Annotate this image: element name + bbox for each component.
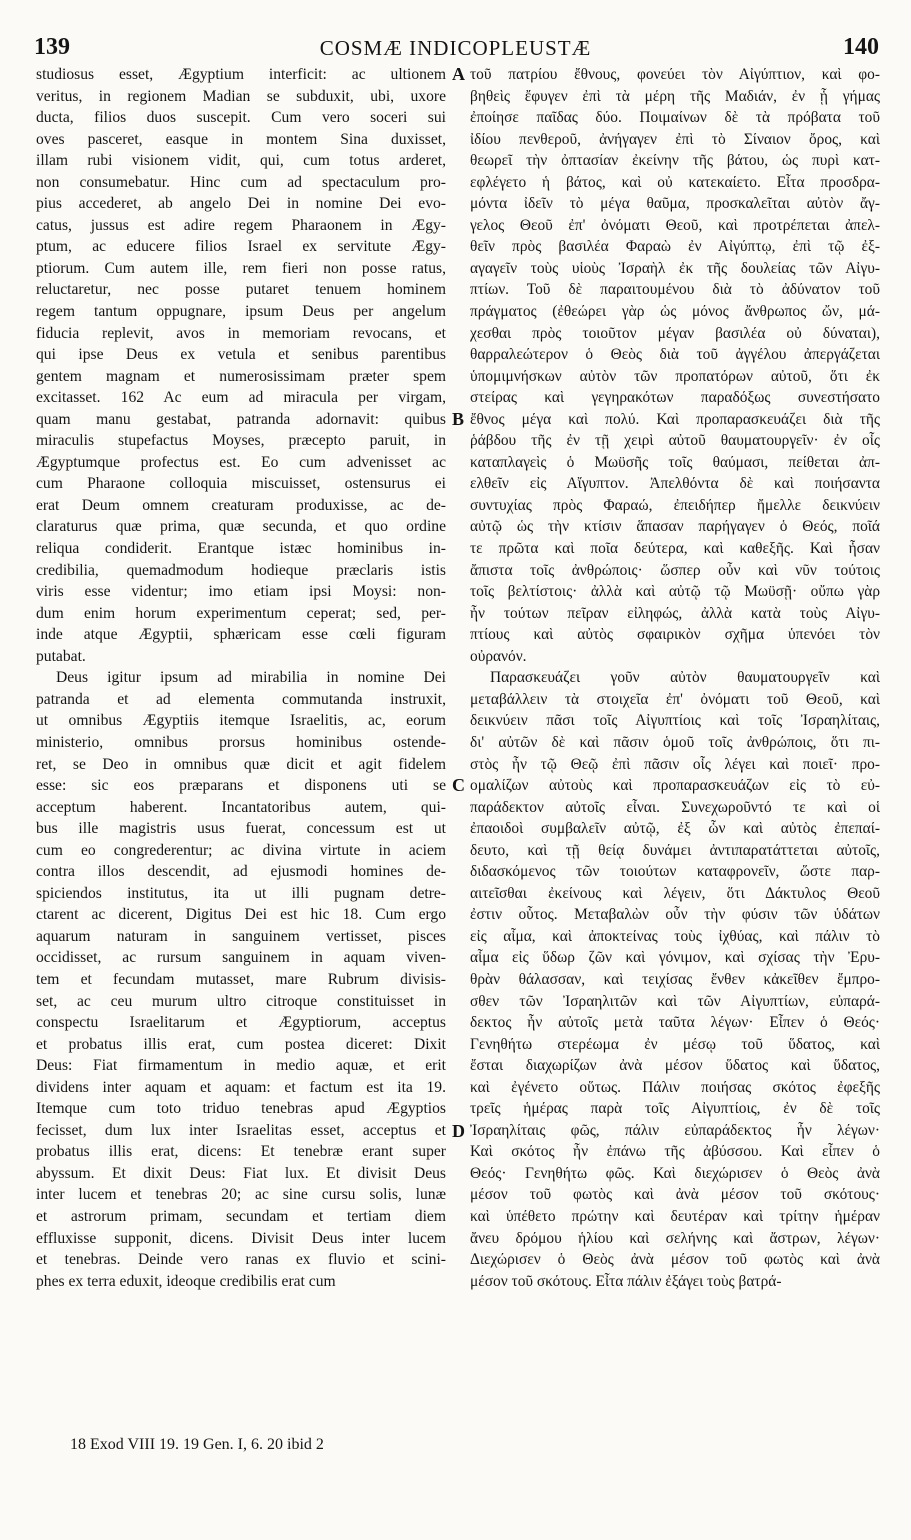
text-line: pius accederet, ab angelo Dei in nomine Dei evo- (36, 195, 446, 213)
text-line: ἐποίησε παῖδας δύο. Ποιμαίνων δὲ τὰ πρόβατα τοῦ (470, 109, 880, 127)
text-line: miraculis stupefactus Moyses, præcepto paruit, in (36, 432, 446, 450)
text-line: phes ex terra eduxit, ideoque credibilis erat cum (36, 1272, 336, 1290)
text-line: πτίων. Τοῦ δὲ παραιτουμένου διὰ τὸ ἀδύνατον τοῦ (470, 281, 880, 299)
text-line: θεωρεῖ τὴν ὀπτασίαν ἐκείνην τῆς βάτου, ὡς πυρὶ κατ- (470, 152, 880, 170)
text-line: εἰς αἷμα, καὶ ἀποκτείνας τοὺς ἰχθύας, καὶ πάλιν τὸ (470, 927, 880, 945)
text-line: ἔσται διαχωρίζων ἀνὰ μέσον ὕδατος καὶ ὕδατος, (470, 1057, 880, 1075)
text-line: δεικνύειν πᾶσι τοῖς Αἰγυπτίοις καὶ τοῖς Ἰσραηλίταις, (470, 712, 880, 730)
text-line: abyssum. Et dixit Deus: Fiat lux. Et divisit Deus (36, 1164, 446, 1182)
text-line: τε πρῶτα καὶ ποῖα δεύτερα, καὶ καθεξῆς. Καὶ ἦσαν (470, 540, 880, 558)
text-line: spiciendos institutus, ita ut illi pugnam detre- (36, 884, 446, 902)
text-line: dum enim horum experimentum ceperat; sed, per- (36, 604, 446, 622)
text-line: βηθεὶς ἔφυγεν ἐπὶ τὰ μέρη τῆς Μαδιάν, ἐν ᾗ γήμας (470, 87, 880, 105)
text-line: excitasset. 162 Ac eum ad miracula per virgam, (36, 389, 446, 407)
text-line: et astrorum primam, secundam et tertiam diem (36, 1207, 446, 1225)
text-line: non consumebatur. Hinc cum ad spectaculum pro- (36, 173, 446, 191)
text-line: bus ille magistris usus fuerat, concessum est ut (36, 820, 446, 838)
text-line: τρεῖς ἡμέρας παρὰ τοῖς Αἰγυπτίοις, ἐν δὲ τοῖς (470, 1100, 880, 1118)
text-line: καὶ ὑπέθετο πρώτην καὶ δευτέραν καὶ τρίτην ἡμέραν (470, 1207, 880, 1225)
text-line: fiducia replevit, avos in memoriam revocans, et (36, 324, 446, 342)
text-line: erat Deum omnem creaturam produxisse, ac de- (36, 496, 446, 514)
text-line: ctarent ac dicerent, Digitus Dei est hic 18. Cum ergo (36, 906, 446, 924)
greek-column (470, 64, 880, 1292)
text-line: ptum, ac educere filios Israel ex servitute Ægy- (36, 238, 446, 256)
text-line: fecisset, dum lux inter Israelitas esset, acceptus et (36, 1121, 446, 1139)
text-line: probatus illis erat, dicens: Et tenebræ erant super (36, 1143, 446, 1161)
text-line: εφλέγετο ἡ βάτος, καὶ οὐ κατεκαίετο. Εἶτα προσδρα- (470, 173, 880, 191)
text-line: aquarum naturam in sanguinem vertisset, pisces (36, 927, 446, 945)
text-line: Itemque cum toto triduo tenebras apud Ægyptios (36, 1100, 446, 1118)
text-line: στείρας καὶ γεγηρακότων παραδόξως συνεστήσατο (470, 389, 880, 407)
margin-letter-d: D (452, 1121, 465, 1141)
text-line: ἄνευ δρόμου ἡλίου καὶ σελήνης καὶ ἄστρων, λέγων· (470, 1229, 880, 1247)
text-line: effluxisse supponit, dicens. Divisit Deus inter lucem (36, 1229, 446, 1247)
text-line: putabat. (36, 647, 86, 665)
text-line: reliqua condiderit. Erantque istæc hominibus in- (36, 540, 446, 558)
text-line: oves pasceret, easque in montem Sina duxisset, (36, 130, 446, 148)
text-line: αἷμα εἰς ὕδωρ ζῶν καὶ γόνιμον, καὶ σχίσας τὴν Ἐρυ- (470, 949, 880, 967)
text-line: Γενηθήτω στερέωμα ἐν μέσῳ τοῦ ὕδατος, καὶ (470, 1035, 880, 1053)
text-line: χεσθαι πρὸς τοιοῦτον μέγαν βασιλέα οὐ δύναται), (470, 324, 880, 342)
page-number-right: 140 (843, 34, 879, 60)
text-line: σθεν τῶν Ἰσραηλιτῶν καὶ τῶν Αἰγυπτίων, εὐπαρά- (470, 992, 880, 1010)
text-line: regem tantum oppugnare, ipsum Deus per angelum (36, 303, 446, 321)
text-line: μόντα ἰδεῖν τὸ μέγα θαῦμα, προσκαλεῖται αὐτὸν ἄγ- (470, 195, 880, 213)
text-line: ἰδίου πενθεροῦ, ἀνήγαγεν ἐπὶ τὸ Σίναιον ὄρος, καὶ (470, 130, 880, 148)
text-line: παράδεκτον αὐτοῖς εἶναι. Συνεχωροῦντό τε καὶ οἱ (470, 798, 880, 816)
text-line: acceptum haberent. Incantatoribus autem, qui- (36, 798, 446, 816)
text-line: tem et fecundam mutasset, mare Rubrum divisis- (36, 970, 446, 988)
text-line: καὶ ἐγένετο οὕτως. Πάλιν ποιήσας σκότος ἐφεξῆς (470, 1078, 880, 1096)
text-line: θρὰν θάλασσαν, καὶ τειχίσας ἔνθεν κἀκεῖθεν ἔμπρο- (470, 970, 880, 988)
text-line: ptiorum. Cum autem ille, rem fieri non posse ratus, (36, 259, 446, 277)
text-line: ομαλίζων αὐτοὺς καὶ προπαρασκευάζων εἰς τὸ εὐ- (470, 777, 880, 795)
text-line: occidisset, ac rursum sanguinem in aquam viven- (36, 949, 446, 967)
margin-letter-a: A (452, 64, 465, 84)
text-line: Deus igitur ipsum ad mirabilia in nomine Dei (56, 669, 446, 687)
text-line: ut omnibus Ægyptiis itemque Israelitis, ac, eorum (36, 712, 446, 730)
text-line: ἄπιστα τοῖς ἀνθρώποις· ὥσπερ οὖν καὶ νῦν τούτοις (470, 561, 880, 579)
text-line: cum eo congrederentur; ac divina virtute in aciem (36, 841, 446, 859)
page-number-left: 139 (34, 34, 70, 60)
text-line: claraturus quæ prima, quæ secunda, et quo ordine (36, 518, 446, 536)
text-line: quam manu gestabat, patranda adornavit: quibus (36, 410, 446, 428)
text-line: συντυχίας πρὸς Φαραώ, ἐπειδήπερ ἤμελλε δεικνύειν (470, 496, 880, 514)
text-line: γελος Θεοῦ ἐπ' ὀνόματι Θεοῦ, καὶ προτρέπεται ἀπελ- (470, 216, 880, 234)
text-line: τοῖς βελτίστοις· ἀλλὰ καὶ αὐτῷ τῷ Μωϋσῇ· οὔπω γὰρ (470, 583, 880, 601)
text-line: οὐρανόν. (470, 647, 527, 665)
margin-letter-c: C (452, 775, 465, 795)
text-line: contra illos descendit, ad ejusmodi homines de- (36, 863, 446, 881)
text-line: inde atque Ægyptii, sphæricam esse cœli figuram (36, 626, 446, 644)
text-line: dividens inter aquam et aquam: et factum est ita 19. (36, 1078, 446, 1096)
text-line: δεκτος ἦν αὐτοῖς μετὰ ταῦτα λέγων· Εἶπεν ὁ Θεός· (470, 1014, 880, 1032)
text-line: Ægyptumque profectus est. Eo cum advenisset ac (36, 453, 446, 471)
text-line: στὸς ἦν τῷ Θεῷ ἐπὶ πᾶσιν οἷς λέγει καὶ ποιεῖ· προ- (470, 755, 880, 773)
text-line: μεταβάλλειν τὰ στοιχεῖα ἐπ' ὀνόματι τοῦ Θεοῦ, καὶ (470, 690, 880, 708)
text-line: θαρραλεώτερον ὁ Θεὸς διὰ τοῦ ἀγγέλου ἀπεργάζεται (470, 346, 880, 364)
text-line: μέσον τοῦ σκότους. Εἶτα πάλιν ἐξάγει τοὺς βατρά- (470, 1272, 782, 1290)
text-line: cum Pharaone colloquia miscuisset, ostensurus ei (36, 475, 446, 493)
text-line: διδασκόμενος τῶν τοιούτων καταφρονεῖν, ὥστε παρ- (470, 863, 880, 881)
text-line: esse: sic eos præparans et disponens uti se (36, 777, 446, 795)
text-line: Διεχώρισεν ὁ Θεὸς ἀνὰ μέσον τοῦ φωτὸς καὶ ἀνὰ (470, 1251, 880, 1269)
text-line: δευτο, καὶ τῇ θείᾳ δυνάμει ἀντιπαρατάττεται αὐτοῖς, (470, 841, 880, 859)
text-line: illam rubi visionem vidit, qui, cum totus arderet, (36, 152, 446, 170)
text-line: ἔθνος μέγα καὶ πολύ. Καὶ προπαρασκευάζει διὰ τῆς (470, 410, 880, 428)
text-line: Deus: Fiat firmamentum in medio aquæ, et erit (36, 1057, 446, 1075)
text-line: conspectu Israelitarum et Ægyptiorum, acceptus (36, 1014, 446, 1032)
margin-letter-b: B (452, 409, 465, 429)
text-line: gentem magnam et numerosissimam præter spem (36, 367, 446, 385)
text-line: patranda et ad elementa commutanda instruxit, (36, 690, 446, 708)
latin-column (36, 64, 446, 1292)
text-line: reluctaretur, nec posse putaret tenuem hominem (36, 281, 446, 299)
text-line: catus, jussus est adire regem Pharaonem in Ægy- (36, 216, 446, 234)
text-line: δι' αὐτῶν δὲ καὶ πᾶσιν ὁμοῦ τοῖς ἀνθρώποις, ὅτι πι- (470, 733, 880, 751)
text-line: credibilia, quemadmodum hodieque præclaris istis (36, 561, 446, 579)
text-line: Ἰσραηλίταις φῶς, πάλιν εὐπαράδεκτος ἦν λέγων· (470, 1121, 880, 1139)
text-line: ducta, filios duos suscepit. Cum vero soceri sui (36, 109, 446, 127)
text-line: Καὶ σκότος ἦν ἐπάνω τῆς ἀβύσσου. Καὶ εἶπεν ὁ (470, 1143, 880, 1161)
text-line: αὐτῷ ὡς τὴν κτίσιν ἅπασαν παρήγαγεν ὁ Θεός, ποῖά (470, 518, 880, 536)
text-line: set, ac ceu murum ultro citroque constituisset in (36, 992, 446, 1010)
text-line: ret, se Deo in omnibus quæ dicit et agit fidelem (36, 755, 446, 773)
text-line: θεῖν πρὸς βασιλέα Φαραὼ ἐν Αἰγύπτῳ, ἐπὶ τῷ ἐξ- (470, 238, 880, 256)
text-line: qui ipse Deus ex vetula et senibus parentibus (36, 346, 446, 364)
text-line: μέσον τοῦ φωτὸς καὶ ἀνὰ μέσον τοῦ σκότους· (470, 1186, 880, 1204)
text-line: πράγματος (ἐθεώρει γὰρ ὡς μόνος ἄνθρωπος ὤν, μά- (470, 303, 880, 321)
text-line: ελθεῖν εἰς Αἴγυπτον. Ἀπελθόντα δὲ καὶ ποιήσαντα (470, 475, 880, 493)
text-line: Παρασκευάζει γοῦν αὐτὸν θαυματουργεῖν καὶ (490, 669, 880, 687)
text-line: πτίους καὶ αὐτὸς σφαιρικὸν σχῆμα ὑπενόει τὸν (470, 626, 880, 644)
page-header (0, 34, 911, 64)
running-title: COSMÆ INDICOPLEUSTÆ (319, 36, 592, 60)
text-line: ὑπομιμνήσκων αὐτὸν τῶν προπατόρων αὐτοῦ, ὅτι ἐκ (470, 367, 880, 385)
text-line: ῥάβδου τῆς ἐν τῇ χειρὶ αὐτοῦ θαυματουργεῖν· ἐν οἷς (470, 432, 880, 450)
footnotes: 18 Exod VIII 19. 19 Gen. I, 6. 20 ibid 2 (70, 1436, 324, 1453)
text-line: ἐστιν οὗτος. Μεταβαλὼν οὖν τὴν φύσιν τῶν ὑδάτων (470, 906, 880, 924)
text-line: αιτεῖσθαι ἐκείνους καὶ λέγειν, ὅτι Δάκτυλος Θεοῦ (470, 884, 880, 902)
text-line: et probatus illis erat, cum postea diceret: Dixit (36, 1035, 446, 1053)
text-line: καταπλαγεὶς ὁ Μωϋσῆς τοῖς θαύμασι, πείθεται ἀπ- (470, 453, 880, 471)
text-line: et tenebras. Deinde vero ranas ex fluvio et scini- (36, 1251, 446, 1269)
text-line: Θεός· Γενηθήτω φῶς. Καὶ διεχώρισεν ὁ Θεὸς ἀνὰ (470, 1164, 880, 1182)
text-line: inter lucem et tenebras 20; ac sine cursu solis, lunæ (36, 1186, 446, 1204)
text-line: ἐπαοιδοὶ συμβαλεῖν αὐτῷ, ἐξ ὧν καὶ αὐτὸς ἐπεπαί- (470, 820, 880, 838)
text-line: αγαγεῖν τοὺς υἱοὺς Ἰσραὴλ ἐκ τῆς δουλείας τῶν Αἰγυ- (470, 259, 880, 277)
text-line: veritus, in regionem Madian se subduxit, ubi, uxore (36, 87, 446, 105)
text-line: viris esse videntur; imo etiam ipsi Moysi: non- (36, 583, 446, 601)
text-line: ministerio, omnibus prorsus hominibus ostende- (36, 733, 446, 751)
text-line: studiosus esset, Ægyptium interficit: ac ultionem (36, 66, 446, 83)
text-line: ἦν τούτων πεῖραν εἰληφώς, ἀλλὰ κατὰ τοὺς Αἰγυ- (470, 604, 880, 622)
text-line: τοῦ πατρίου ἔθνους, φονεύει τὸν Αἰγύπτιον, καὶ φο- (470, 66, 880, 83)
